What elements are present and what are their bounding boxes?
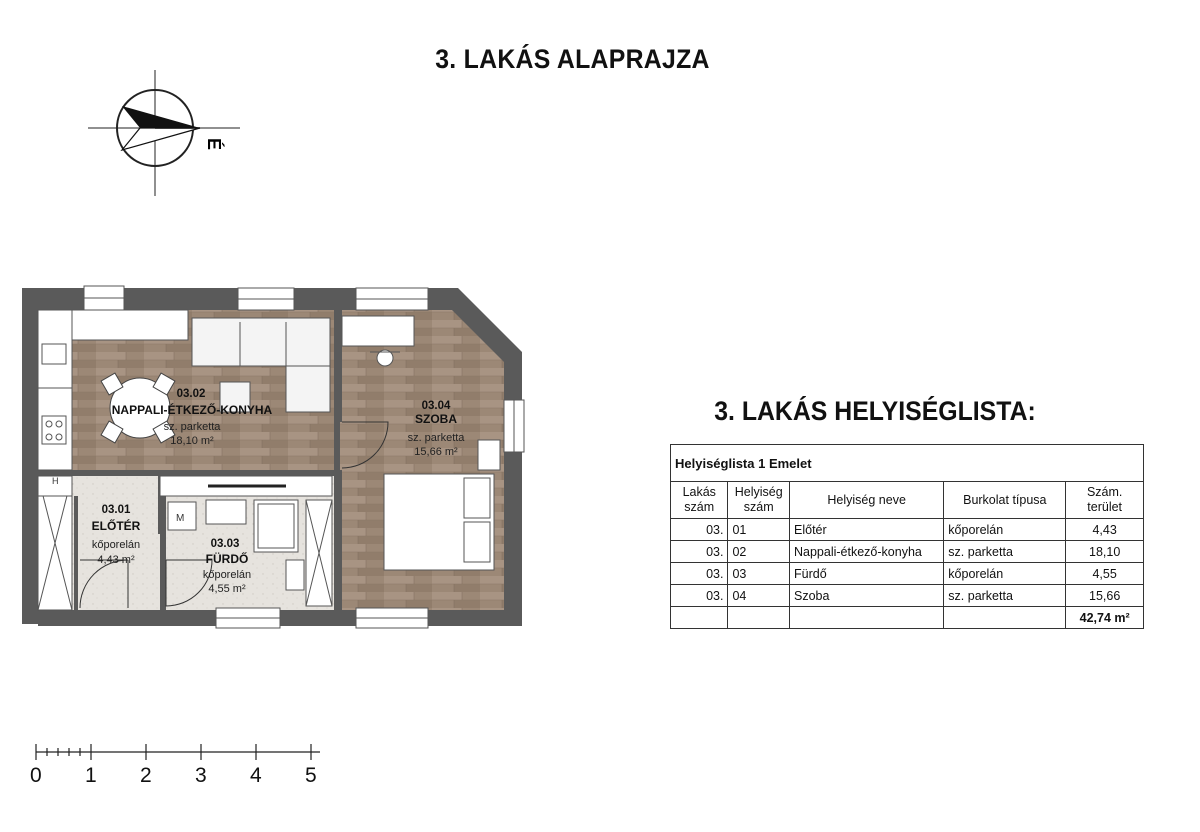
- plan-title: 3. LAKÁS ALAPRAJZA: [435, 44, 710, 74]
- cell-area: 4,43: [1066, 519, 1144, 541]
- room-name: NAPPALI-ÉTKEZŐ-KONYHA: [111, 403, 273, 417]
- cell-floor: sz. parketta: [944, 541, 1066, 563]
- scale-label-1: 1: [85, 764, 97, 787]
- room-list-title: 3. LAKÁS HELYISÉGLISTA:: [714, 396, 1036, 426]
- cell-floor: sz. parketta: [944, 585, 1066, 607]
- cell-apartment: 03.: [671, 541, 728, 563]
- room-name: SZOBA: [415, 412, 457, 426]
- counter-top: [72, 310, 188, 340]
- room-number: 03.03: [210, 538, 240, 550]
- header-room-name: Helyiség neve: [790, 482, 944, 519]
- cell-area: 15,66: [1066, 585, 1144, 607]
- cell-floor: kőporelán: [944, 519, 1066, 541]
- room-area: 4,55 m²: [208, 583, 246, 595]
- room-area: 18,10 m²: [170, 435, 214, 447]
- room-floor: sz. parketta: [163, 421, 221, 433]
- kitchen-counter: [38, 310, 72, 470]
- total-area: 42,74 m²: [1066, 607, 1144, 629]
- meter-label: M: [176, 513, 185, 524]
- table-total-row: [671, 607, 1144, 629]
- cell-apartment: 03.: [671, 563, 728, 585]
- cell-apartment: 03.: [671, 585, 728, 607]
- cell-area: 4,55: [1066, 563, 1144, 585]
- table-row: [671, 541, 1144, 563]
- cell-name: Előtér: [790, 519, 944, 541]
- table-row: [671, 563, 1144, 585]
- room-name: FÜRDŐ: [205, 552, 249, 566]
- scale-label-2: 2: [140, 764, 152, 787]
- room-name: ELŐTÉR: [91, 519, 141, 533]
- scale-label-4: 4: [250, 764, 262, 787]
- table-row: [671, 519, 1144, 541]
- cell-room: 03: [728, 563, 790, 585]
- scale-bar: [36, 744, 320, 760]
- room-floor: kőporelán: [202, 569, 252, 581]
- north-label: É: [204, 138, 224, 151]
- room-list-table: [670, 444, 1144, 629]
- table-row: [671, 585, 1144, 607]
- room-floor: kőporelán: [91, 539, 141, 551]
- cell-name: Nappali-étkező-konyha: [790, 541, 944, 563]
- cell-room: 02: [728, 541, 790, 563]
- cell-floor: kőporelán: [944, 563, 1066, 585]
- scale-label-0: 0: [30, 764, 42, 787]
- cell-room: 04: [728, 585, 790, 607]
- room-number: 03.01: [101, 504, 131, 516]
- header-floor-type: Burkolat típusa: [944, 482, 1066, 519]
- room-area: 15,66 m²: [414, 446, 458, 458]
- cell-area: 18,10: [1066, 541, 1144, 563]
- header-room-number: Helyiség szám: [728, 482, 790, 519]
- header-area: Szám. terület: [1066, 482, 1144, 519]
- cell-apartment: 03.: [671, 519, 728, 541]
- cell-name: Szoba: [790, 585, 944, 607]
- heater-label: H: [52, 476, 59, 486]
- cell-room: 01: [728, 519, 790, 541]
- room-floor: sz. parketta: [407, 432, 465, 444]
- room-number: 03.02: [176, 388, 206, 400]
- room-number: 03.04: [421, 400, 451, 412]
- cell-name: Fürdő: [790, 563, 944, 585]
- scale-label-3: 3: [195, 764, 207, 787]
- north-arrow-icon: [88, 70, 240, 196]
- table-caption: Helyiséglista 1 Emelet: [671, 445, 1144, 482]
- header-apartment: Lakás szám: [671, 482, 728, 519]
- room-area: 4,43 m²: [97, 554, 135, 566]
- scale-label-5: 5: [305, 764, 317, 787]
